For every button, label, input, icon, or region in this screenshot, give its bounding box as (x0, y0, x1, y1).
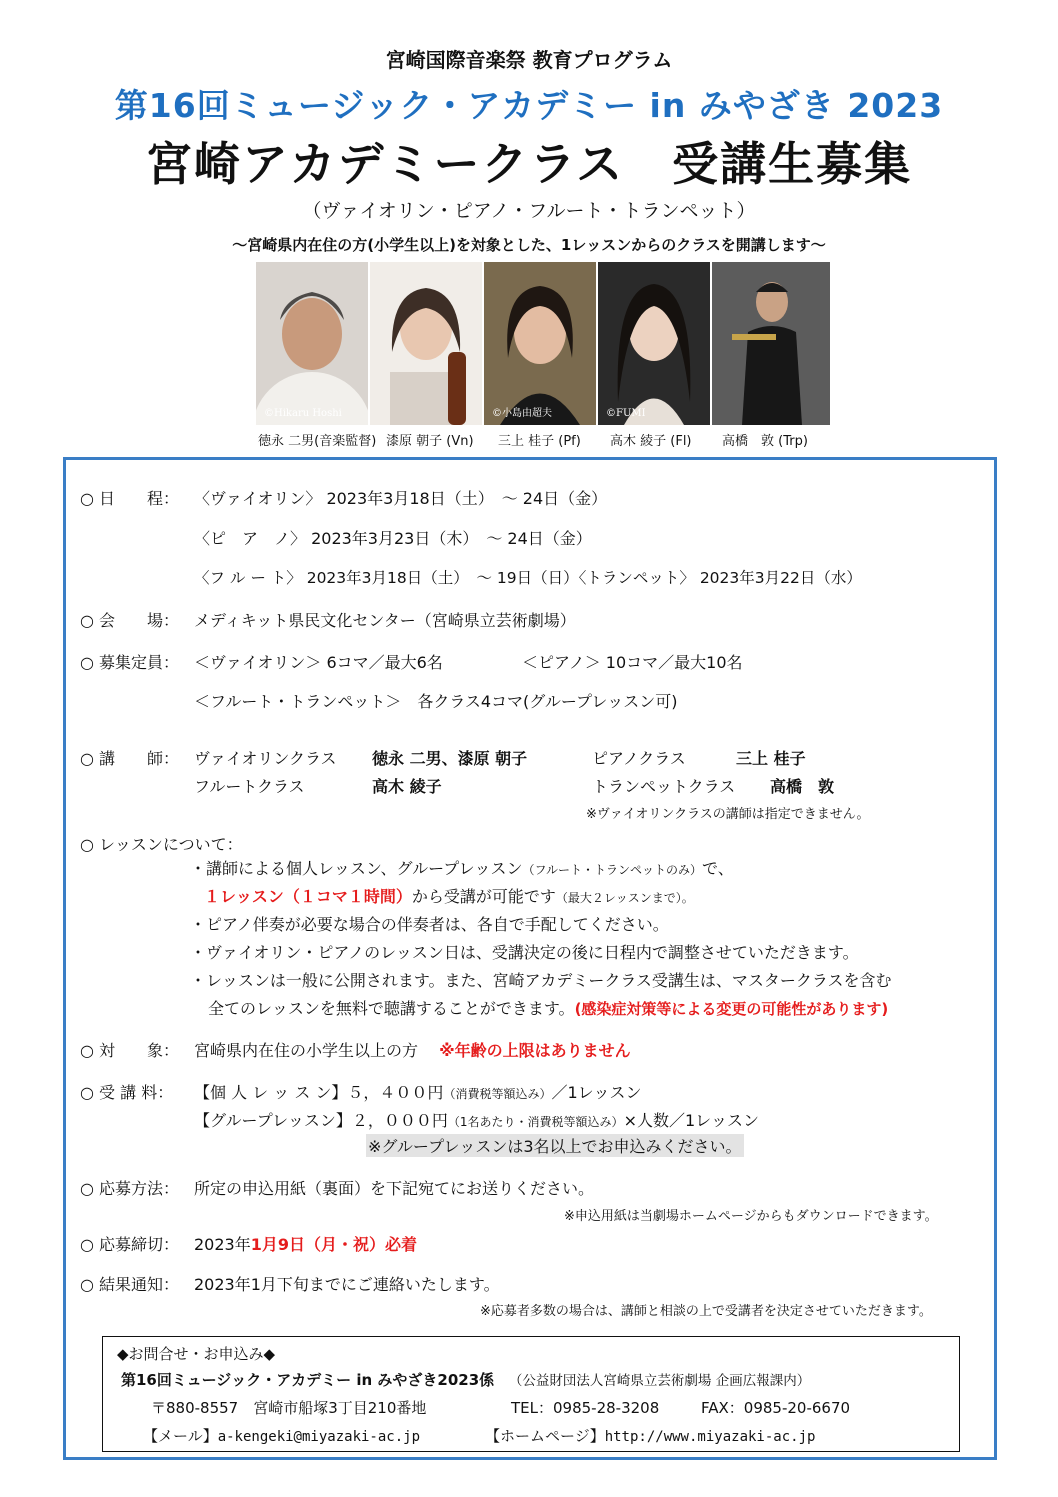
schedule-violin: 〈ヴァイオリン〉 2023年3月18日（土） ～ 24日（金） (194, 489, 608, 508)
application-label: ○ 応募方法： (80, 1179, 180, 1198)
lessons-line3: ・ピアノ伴奏が必要な場合の伴奏者は、各自で手配してください。 (190, 915, 669, 934)
name-mikami: 三上 桂子 (Pf) (498, 434, 581, 449)
capacity-flute-trumpet: ＜フルート・トランペット＞ 各クラス4コマ(グループレッスン可) (194, 692, 678, 711)
contact-address: 〒880-8557 宮崎市船塚3丁目210番地 (151, 1399, 427, 1417)
event-title: 第16回ミュージック・アカデミー in みやざき 2023 (114, 86, 944, 125)
fee-note: ※グループレッスンは3名以上でお申込みください。 (366, 1134, 744, 1157)
application-value: 所定の申込用紙（裏面）を下記宛てにお送りください。 (194, 1179, 595, 1198)
name-tokunaga: 徳永 二男(音楽監督) (258, 434, 377, 449)
result-label: ○ 結果通知： (80, 1275, 180, 1294)
fee-individual: 【個 人 レ ッ ス ン】５，４００円（消費税等額込み）／1レッスン (194, 1083, 642, 1102)
lessons-line6: 全てのレッスンを無料で聴講することができます。(感染症対策等による変更の可能性があります) (208, 999, 889, 1018)
instructors-label: ○ 講 師： (80, 749, 180, 768)
instructor-names (250, 430, 850, 450)
instructors-note: ※ヴァイオリンクラスの講師は指定できません。 (586, 807, 870, 822)
schedule-piano: 〈ピ ア ノ〉 2023年3月23日（木） ～ 24日（金） (194, 529, 592, 548)
contact-homepage[interactable]: 【ホームページ】http://www.miyazaki-ac.jp (485, 1427, 816, 1445)
instructor-photos (256, 262, 830, 425)
photo-urushihara (370, 262, 482, 425)
result-value: 2023年1月下旬までにご連絡いたします。 (194, 1275, 500, 1294)
mail-link[interactable]: a-kengeki@miyazaki-ac.jp (217, 1429, 420, 1445)
violin-class-label: ヴァイオリンクラス (194, 749, 337, 768)
contact-fax: FAX：0985-20-6670 (701, 1399, 851, 1417)
capacity-label: ○ 募集定員： (80, 653, 180, 672)
pre-title: 宮崎国際音楽祭 教育プログラム (385, 48, 673, 72)
deadline-label: ○ 応募締切： (80, 1235, 180, 1254)
name-takahashi: 高橋 敦 (Trp) (722, 434, 808, 449)
eligibility-label: ○ 対 象： (80, 1041, 180, 1060)
main-title: 宮崎アカデミークラス 受講生募集 (145, 137, 913, 191)
photo-takahashi (712, 262, 830, 425)
venue-label: ○ 会 場： (80, 611, 180, 630)
photo-takagi: ©FUMI (598, 262, 710, 425)
contact-org: 第16回ミュージック・アカデミー in みやざき2023係 （公益財団法人宮崎県立芸術劇場 企画広報課内） (121, 1371, 811, 1389)
flute-class-label: フルートクラス (194, 777, 305, 796)
fee-group: 【グループレッスン】２，０００円（1名あたり・消費税等額込み）×人数／1レッスン (194, 1111, 759, 1130)
instruments-subtitle: （ヴァイオリン・ピアノ・フルート・トランペット） (302, 200, 756, 222)
contact-box (102, 1336, 960, 1452)
violin-instructors: 徳永 二男、漆原 朝子 (372, 749, 528, 768)
lessons-line5: ・レッスンは一般に公開されます。また、宮崎アカデミークラス受講生は、マスタークラスを含む (190, 971, 892, 990)
schedule-label: ○ 日 程： (80, 489, 180, 508)
lessons-line1: ・講師による個人レッスン、グループレッスン（フルート・トランペットのみ）で、 (190, 859, 734, 878)
flute-instructor: 高木 綾子 (372, 777, 442, 796)
contact-mail[interactable]: 【メール】a-kengeki@miyazaki-ac.jp (143, 1427, 420, 1445)
deadline-value: 2023年1月9日（月・祝）必着 (194, 1235, 418, 1254)
lessons-line4: ・ヴァイオリン・ピアノのレッスン日は、受講決定の後に日程内で調整させていただきます。 (190, 943, 859, 962)
contact-tel: TEL：0985-28-3208 (511, 1399, 660, 1417)
eligibility-value: 宮崎県内在住の小学生以上の方 ※年齢の上限はありません (194, 1041, 631, 1060)
fee-label: ○ 受 講 料： (80, 1083, 174, 1102)
photo-tokunaga: ©Hikaru Hoshi (256, 262, 368, 425)
homepage-link[interactable]: http://www.miyazaki-ac.jp (604, 1429, 816, 1445)
schedule-flute-trumpet: 〈フ ル ー ト〉 2023年3月18日（土） ～ 19日（日）〈トランペット〉 2023年3月22日（水） (194, 569, 862, 587)
trumpet-class-label: トランペットクラス (592, 777, 736, 796)
application-note: ※申込用紙は当劇場ホームページからもダウンロードできます。 (564, 1209, 938, 1224)
result-note: ※応募者多数の場合は、講師と相談の上で受講者を決定させていただきます。 (480, 1304, 932, 1319)
photo-mikami: ©小島由超夫 (484, 262, 596, 425)
details-box (63, 457, 997, 1460)
target-line: ～宮崎県内在住の方(小学生以上)を対象とした、1レッスンからのクラスを開講します～ (232, 236, 826, 254)
lessons-line2: １レッスン（１コマ１時間）から受講が可能です（最大２レッスンまで）。 (204, 887, 694, 906)
venue-value: メディキット県民文化センター（宮崎県立芸術劇場） (194, 611, 576, 630)
piano-instructor: 三上 桂子 (736, 749, 806, 768)
name-takagi: 高木 綾子 (Fl) (610, 434, 692, 449)
piano-class-label: ピアノクラス (592, 749, 686, 768)
capacity-violin: ＜ヴァイオリン＞ 6コマ／最大6名 (194, 653, 443, 672)
contact-heading: ◆お問合せ・お申込み◆ (117, 1345, 276, 1363)
name-urushihara: 漆原 朝子 (Vn) (386, 434, 474, 449)
lessons-label: ○ レッスンについて： (80, 835, 243, 854)
trumpet-instructor: 高橋 敦 (770, 777, 835, 796)
capacity-piano: ＜ピアノ＞ 10コマ／最大10名 (522, 653, 743, 672)
